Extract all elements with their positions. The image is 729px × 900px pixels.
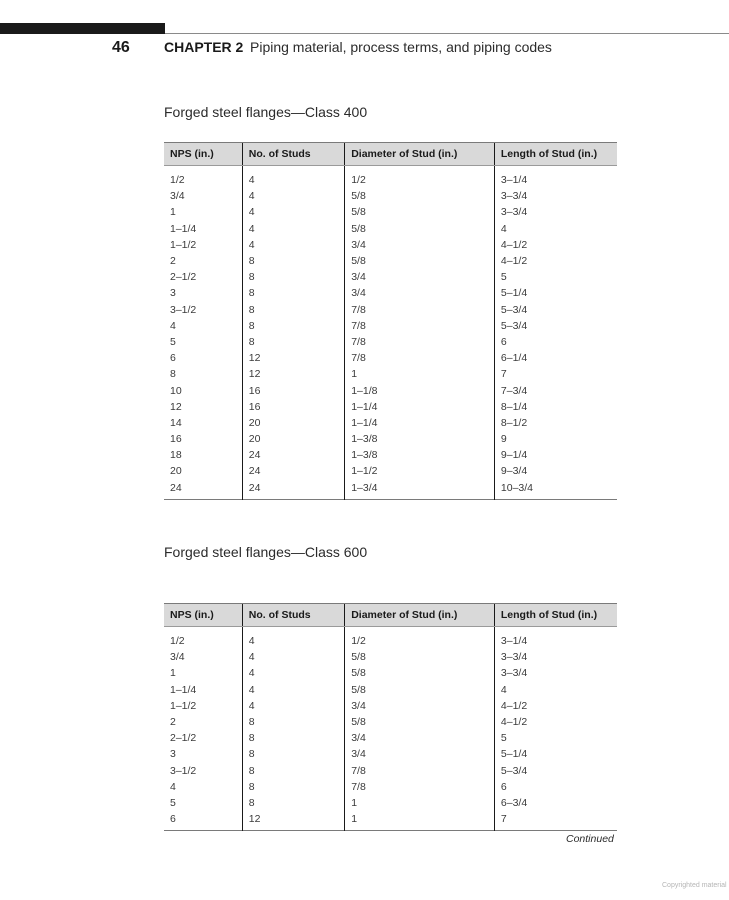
cell-diameter: 5/8 bbox=[345, 221, 495, 237]
table-row bbox=[164, 318, 617, 334]
cell-length: 4–1/2 bbox=[494, 698, 617, 714]
table-row bbox=[164, 746, 617, 762]
cell-diameter: 5/8 bbox=[345, 204, 495, 220]
cell-length: 7 bbox=[494, 366, 617, 382]
cell-diameter: 3/4 bbox=[345, 237, 495, 253]
cell-diameter: 3/4 bbox=[345, 698, 495, 714]
cell-diameter: 7/8 bbox=[345, 334, 495, 350]
cell-nps: 2 bbox=[170, 255, 176, 268]
column-header-diameter: Diameter of Stud (in.) bbox=[345, 604, 495, 627]
table-row bbox=[164, 730, 617, 746]
cell-studs: 8 bbox=[242, 714, 344, 730]
table-row bbox=[164, 415, 617, 431]
page-number: 46 bbox=[112, 39, 130, 56]
cell-diameter: 1/2 bbox=[345, 627, 495, 650]
cell-studs: 4 bbox=[242, 221, 344, 237]
cell-studs: 12 bbox=[242, 350, 344, 366]
cell-nps: 1–1/2 bbox=[170, 238, 197, 251]
cell-studs: 24 bbox=[242, 480, 344, 500]
class-400-table bbox=[164, 142, 617, 500]
cell-nps: 14 bbox=[170, 416, 182, 429]
cell-length: 5 bbox=[494, 269, 617, 285]
cell-studs: 4 bbox=[242, 649, 344, 665]
cell-nps: 3 bbox=[170, 287, 176, 300]
cell-studs: 8 bbox=[242, 730, 344, 746]
cell-studs: 4 bbox=[242, 665, 344, 681]
cell-length: 3–1/4 bbox=[494, 166, 617, 189]
cell-studs: 4 bbox=[242, 237, 344, 253]
cell-nps: 1–1/2 bbox=[170, 699, 197, 712]
table-header-row bbox=[164, 604, 617, 627]
table-row bbox=[164, 285, 617, 301]
cell-nps: 18 bbox=[170, 449, 182, 462]
table-row bbox=[164, 350, 617, 366]
table-row bbox=[164, 204, 617, 220]
table-row bbox=[164, 166, 617, 189]
cell-diameter: 7/8 bbox=[345, 350, 495, 366]
cell-nps: 16 bbox=[170, 433, 182, 446]
table-row bbox=[164, 188, 617, 204]
cell-nps: 6 bbox=[170, 352, 176, 365]
cell-diameter: 1–1/2 bbox=[345, 463, 495, 479]
cell-diameter: 1 bbox=[345, 795, 495, 811]
table-row bbox=[164, 431, 617, 447]
class-600-title: Forged steel flanges—Class 600 bbox=[164, 544, 368, 560]
cell-diameter: 7/8 bbox=[345, 302, 495, 318]
cell-nps: 10 bbox=[170, 384, 182, 397]
page-header bbox=[0, 38, 729, 60]
cell-diameter: 5/8 bbox=[345, 665, 495, 681]
cell-nps: 1–1/4 bbox=[170, 683, 197, 696]
copyright-watermark: Copyrighted material bbox=[662, 882, 727, 889]
cell-studs: 24 bbox=[242, 447, 344, 463]
cell-diameter: 5/8 bbox=[345, 188, 495, 204]
cell-nps: 3–1/2 bbox=[170, 764, 197, 777]
table-row bbox=[164, 698, 617, 714]
table-row bbox=[164, 714, 617, 730]
cell-nps: 1/2 bbox=[170, 635, 185, 648]
cell-diameter: 1–3/4 bbox=[345, 480, 495, 500]
cell-length: 5–1/4 bbox=[494, 285, 617, 301]
cell-studs: 8 bbox=[242, 285, 344, 301]
table-row bbox=[164, 399, 617, 415]
cell-nps: 5 bbox=[170, 796, 176, 809]
cell-studs: 4 bbox=[242, 682, 344, 698]
column-header-nps: NPS (in.) bbox=[164, 604, 242, 627]
cell-diameter: 7/8 bbox=[345, 779, 495, 795]
cell-length: 7–3/4 bbox=[494, 382, 617, 398]
table-row bbox=[164, 334, 617, 350]
cell-nps: 1 bbox=[170, 206, 176, 219]
cell-length: 5–3/4 bbox=[494, 763, 617, 779]
table-row bbox=[164, 795, 617, 811]
cell-diameter: 1–3/8 bbox=[345, 431, 495, 447]
cell-length: 3–1/4 bbox=[494, 627, 617, 650]
table-row bbox=[164, 463, 617, 479]
cell-length: 6 bbox=[494, 779, 617, 795]
cell-studs: 8 bbox=[242, 746, 344, 762]
cell-length: 5–1/4 bbox=[494, 746, 617, 762]
cell-diameter: 5/8 bbox=[345, 714, 495, 730]
cell-studs: 8 bbox=[242, 795, 344, 811]
cell-nps: 3 bbox=[170, 748, 176, 761]
table-row bbox=[164, 382, 617, 398]
cell-studs: 16 bbox=[242, 382, 344, 398]
cell-studs: 20 bbox=[242, 415, 344, 431]
cell-studs: 24 bbox=[242, 463, 344, 479]
cell-length: 4 bbox=[494, 221, 617, 237]
cell-length: 9–1/4 bbox=[494, 447, 617, 463]
column-header-studs: No. of Studs bbox=[242, 604, 344, 627]
cell-studs: 4 bbox=[242, 166, 344, 189]
column-header-nps: NPS (in.) bbox=[164, 143, 242, 166]
cell-length: 6–1/4 bbox=[494, 350, 617, 366]
cell-length: 5–3/4 bbox=[494, 302, 617, 318]
cell-studs: 4 bbox=[242, 188, 344, 204]
cell-diameter: 5/8 bbox=[345, 649, 495, 665]
cell-diameter: 3/4 bbox=[345, 269, 495, 285]
cell-diameter: 3/4 bbox=[345, 746, 495, 762]
cell-length: 3–3/4 bbox=[494, 649, 617, 665]
cell-nps: 1–1/4 bbox=[170, 222, 197, 235]
cell-length: 3–3/4 bbox=[494, 665, 617, 681]
table-row bbox=[164, 665, 617, 681]
column-header-diameter: Diameter of Stud (in.) bbox=[345, 143, 495, 166]
cell-diameter: 1–1/8 bbox=[345, 382, 495, 398]
cell-studs: 12 bbox=[242, 811, 344, 831]
cell-length: 7 bbox=[494, 811, 617, 831]
table-row bbox=[164, 649, 617, 665]
cell-length: 3–3/4 bbox=[494, 188, 617, 204]
cell-nps: 8 bbox=[170, 368, 176, 381]
cell-length: 5–3/4 bbox=[494, 318, 617, 334]
cell-diameter: 1 bbox=[345, 366, 495, 382]
cell-length: 6–3/4 bbox=[494, 795, 617, 811]
table-row bbox=[164, 302, 617, 318]
chapter-label: CHAPTER 2 bbox=[164, 39, 244, 55]
table-row bbox=[164, 480, 617, 500]
cell-nps: 3/4 bbox=[170, 651, 185, 664]
cell-length: 5 bbox=[494, 730, 617, 746]
header-rule bbox=[165, 33, 729, 34]
cell-diameter: 1 bbox=[345, 811, 495, 831]
cell-studs: 8 bbox=[242, 779, 344, 795]
cell-length: 9 bbox=[494, 431, 617, 447]
cell-diameter: 7/8 bbox=[345, 318, 495, 334]
cell-length: 4 bbox=[494, 682, 617, 698]
cell-diameter: 1/2 bbox=[345, 166, 495, 189]
table-row bbox=[164, 237, 617, 253]
cell-length: 4–1/2 bbox=[494, 253, 617, 269]
cell-diameter: 7/8 bbox=[345, 763, 495, 779]
cell-diameter: 5/8 bbox=[345, 682, 495, 698]
table-row bbox=[164, 779, 617, 795]
table-row bbox=[164, 269, 617, 285]
cell-studs: 8 bbox=[242, 253, 344, 269]
cell-nps: 3/4 bbox=[170, 190, 185, 203]
table-row bbox=[164, 447, 617, 463]
cell-nps: 24 bbox=[170, 481, 182, 494]
table-row bbox=[164, 253, 617, 269]
cell-length: 10–3/4 bbox=[494, 480, 617, 500]
cell-studs: 8 bbox=[242, 334, 344, 350]
cell-nps: 3–1/2 bbox=[170, 303, 197, 316]
cell-nps: 2 bbox=[170, 716, 176, 729]
cell-length: 9–3/4 bbox=[494, 463, 617, 479]
table-row bbox=[164, 221, 617, 237]
table-header-row bbox=[164, 143, 617, 166]
class-400-title: Forged steel flanges—Class 400 bbox=[164, 104, 368, 120]
cell-studs: 16 bbox=[242, 399, 344, 415]
cell-length: 8–1/4 bbox=[494, 399, 617, 415]
cell-studs: 8 bbox=[242, 763, 344, 779]
table-row bbox=[164, 811, 617, 831]
chapter-title: Piping material, process terms, and piping codes bbox=[250, 39, 552, 55]
cell-studs: 8 bbox=[242, 269, 344, 285]
cell-studs: 8 bbox=[242, 302, 344, 318]
class-600-table bbox=[164, 603, 617, 831]
cell-studs: 4 bbox=[242, 698, 344, 714]
cell-diameter: 3/4 bbox=[345, 285, 495, 301]
cell-nps: 6 bbox=[170, 813, 176, 826]
table-row bbox=[164, 366, 617, 382]
cell-nps: 1/2 bbox=[170, 174, 185, 187]
cell-length: 8–1/2 bbox=[494, 415, 617, 431]
column-header-studs: No. of Studs bbox=[242, 143, 344, 166]
cell-length: 4–1/2 bbox=[494, 714, 617, 730]
cell-studs: 12 bbox=[242, 366, 344, 382]
cell-diameter: 1–3/8 bbox=[345, 447, 495, 463]
cell-diameter: 1–1/4 bbox=[345, 415, 495, 431]
cell-diameter: 5/8 bbox=[345, 253, 495, 269]
cell-diameter: 1–1/4 bbox=[345, 399, 495, 415]
cell-nps: 2–1/2 bbox=[170, 271, 197, 284]
column-header-length: Length of Stud (in.) bbox=[494, 143, 617, 166]
header-bar bbox=[0, 23, 165, 34]
cell-studs: 4 bbox=[242, 627, 344, 650]
cell-nps: 12 bbox=[170, 400, 182, 413]
cell-nps: 1 bbox=[170, 667, 176, 680]
cell-studs: 20 bbox=[242, 431, 344, 447]
table-row bbox=[164, 682, 617, 698]
cell-nps: 5 bbox=[170, 335, 176, 348]
continued-note: Continued bbox=[566, 833, 614, 845]
cell-nps: 20 bbox=[170, 465, 182, 478]
cell-length: 3–3/4 bbox=[494, 204, 617, 220]
cell-nps: 4 bbox=[170, 780, 176, 793]
table-row bbox=[164, 763, 617, 779]
cell-nps: 2–1/2 bbox=[170, 732, 197, 745]
column-header-length: Length of Stud (in.) bbox=[494, 604, 617, 627]
cell-studs: 4 bbox=[242, 204, 344, 220]
cell-length: 6 bbox=[494, 334, 617, 350]
cell-studs: 8 bbox=[242, 318, 344, 334]
cell-nps: 4 bbox=[170, 319, 176, 332]
cell-diameter: 3/4 bbox=[345, 730, 495, 746]
table-row bbox=[164, 627, 617, 650]
cell-length: 4–1/2 bbox=[494, 237, 617, 253]
